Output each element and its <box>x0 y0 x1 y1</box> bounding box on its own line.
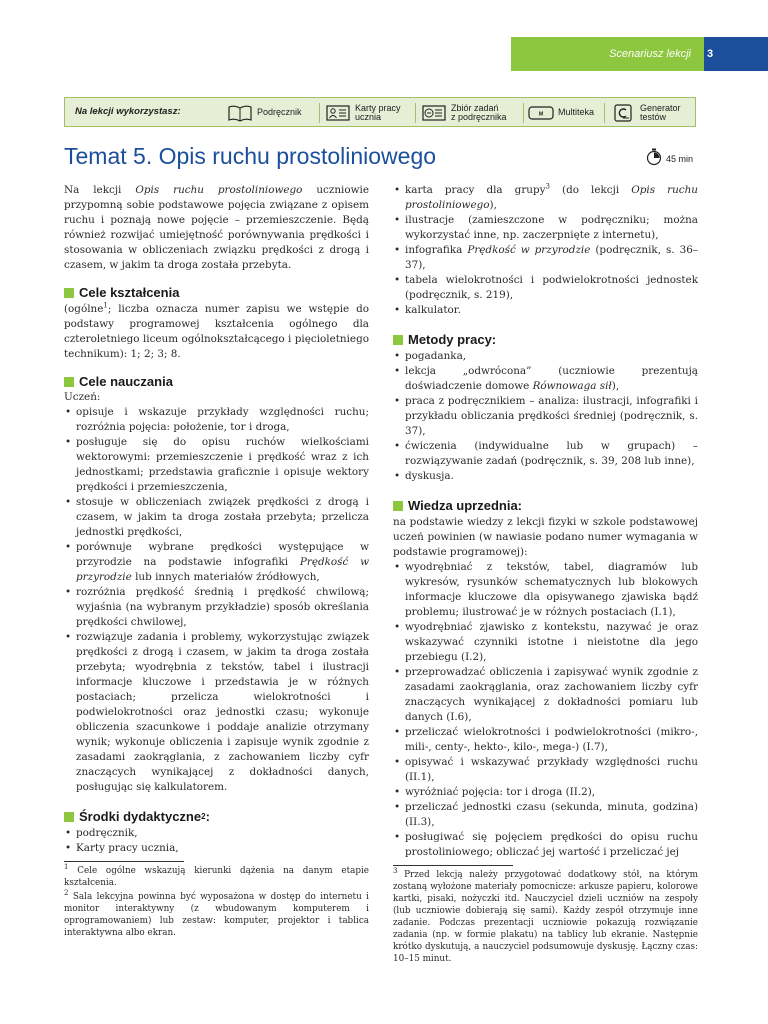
resource-label: Generator testów <box>640 102 681 122</box>
text-run: podręcznik, <box>76 827 138 839</box>
section-heading-metody-pracy <box>393 332 698 347</box>
teaching-lead: Uczeń: <box>64 391 101 403</box>
list-item <box>393 665 698 725</box>
footnote-2 <box>64 891 369 939</box>
text-run: kalkulator. <box>405 304 461 316</box>
heading-text: Cele nauczania <box>79 374 173 389</box>
resource-generator[interactable] <box>610 101 681 125</box>
text-run: praca z podręcznikiem – analiza: ilustracji, infografiki i przykładu obliczania prędkości średniej (podręcznik, s. 37), <box>405 395 698 437</box>
book-icon <box>227 103 253 123</box>
section-heading-wiedza-uprzednia <box>393 498 698 513</box>
text-run: rozwiązuje zadania i problemy, wykorzystując związek prędkości z drogą i czasem, w jakim ta droga została przebyta; wyodrębnia z tekstów, tabel i ilustracji informacje kluczowe i przedstawia je w różnych postaciach; przelicza wielokrotności i podwielokrotności oraz jednostki czasu; wykonuje obliczenia szacunkowe i poddaje analizie otrzymany wynik; wykonuje obliczenia i zapisuje wynik zgodnie z zasadami zaokrąglania, z zachowaniem liczby cyfr znaczących wynikającej z dokładności danych, posługując się kalkulatorem. <box>76 631 369 793</box>
text-run: przeliczać wielokrotności i podwielokrotności (mikro-, mili-, centy-, hekto-, kilo-, mega-) (I.7), <box>405 726 698 753</box>
footnote-ref: 3 <box>545 182 550 191</box>
prior-knowledge-list <box>393 560 698 860</box>
text-run: posługiwać się pojęciem prędkości do opisu ruchu prostoliniowego; obliczać jej wartość i przeliczać jej <box>405 831 698 858</box>
text-run: (do lekcji <box>549 184 632 196</box>
resources-lead: Na lekcji wykorzystasz: <box>75 106 181 117</box>
divider <box>604 103 605 123</box>
svg-text:M: M <box>538 111 544 118</box>
footnote-number: 1 <box>64 863 69 872</box>
heading-text: Cele kształcenia <box>79 285 180 300</box>
right-column <box>393 183 698 965</box>
italic-text: Opis ruchu prostoliniowego <box>405 184 698 211</box>
text-run: wyodrębniać z tekstów, tabel, diagramów lub wykresów, rysunków schematycznych lub blokowych informacje kluczowe dla opisywanego zjawiska bądź problemu; ilustrować je w różnych postaciach (I.1), <box>405 561 698 618</box>
text-run: lekcja „odwrócona” (uczniowie prezentują doświadczenie domowe <box>405 365 698 392</box>
list-item <box>393 560 698 620</box>
text-run: przeliczać jednostki czasu (sekunda, minuta, godzina) (II.3), <box>405 801 698 828</box>
list-item <box>393 439 698 469</box>
text-run: opisuje i wskazuje przykłady względności ruchu; rozróżnia pojęcia: położenie, tor i droga, <box>76 406 369 433</box>
square-bullet-icon <box>64 288 74 298</box>
means-list-continued <box>393 183 698 318</box>
text-run: uczniowie przypomną sobie podstawowe pojęcia związane z opisem ruchu i poznają nowe pojęcie – przemieszczenie. Będą również rozwijać umiejętność porównywania prędkości i stosowania w obliczeniach związku prędkości z drogą i czasem, w jakim ta droga została przebyta. <box>64 184 369 271</box>
duration <box>646 148 693 170</box>
list-item <box>64 630 369 795</box>
divider <box>415 103 416 123</box>
list-item <box>64 405 369 435</box>
prior-text: na podstawie wiedzy z lekcji fizyki w szkole podstawowej uczeń powinien (w nawiasie podano numer wymagania w podstawie programowej): <box>393 516 698 558</box>
header-title: Scenariusz lekcji <box>609 48 691 60</box>
text-run: ), <box>611 380 620 392</box>
square-bullet-icon <box>64 377 74 387</box>
multiteka-icon <box>528 103 554 123</box>
list-item <box>64 841 369 856</box>
resource-label: Karty pracy ucznia <box>355 102 401 122</box>
square-bullet-icon <box>64 812 74 822</box>
page-number: 3 <box>706 48 714 60</box>
text-run: stosuje w obliczeniach związek prędkości z drogą i czasem, w jakim ta droga została przebyta; przelicza jednostki prędkości, <box>76 496 369 538</box>
section-heading-cele-ksztalcenia <box>64 285 369 300</box>
list-item <box>393 364 698 394</box>
divider <box>523 103 524 123</box>
italic-text: Opis ruchu prostoliniowego <box>135 184 303 196</box>
italic-text: Prędkość w przyrodzie <box>467 244 591 256</box>
text-run: ilustracje (zamieszczone w podręczniku; można wykorzystać inne, np. zaczerpnięte z internetu), <box>405 214 698 241</box>
text-run: tabela wielokrotności i podwielokrotności jednostek (podręcznik, s. 219), <box>405 274 698 301</box>
resource-label: Podręcznik <box>257 107 302 118</box>
divider <box>319 103 320 123</box>
text-run: ), <box>489 199 497 211</box>
page-title: Temat 5. Opis ruchu prostoliniowego <box>64 143 437 169</box>
text-run: ; liczba oznacza numer zapisu we wstępie do podstawy programowej kształcenia ogólnego dla czteroletniego liceum ogólnokształcącego i pięcioletniego technikum): 1; 2; 3; 8. <box>64 303 369 360</box>
list-item <box>393 800 698 830</box>
resource-label: Multiteka <box>558 107 595 118</box>
heading-text: Metody pracy: <box>408 332 497 347</box>
list-item <box>393 830 698 860</box>
footnotes <box>64 865 369 939</box>
text-run: rozróżnia prędkość średnią i prędkość chwilową; wyjaśnia (na wybranym przykładzie) sposób określania prędkości chwilowej, <box>76 586 369 628</box>
text-run: porównuje wybrane prędkości występujące w przyrodzie na podstawie infografiki <box>76 541 369 568</box>
text-run: dyskusja. <box>405 470 454 482</box>
section-heading-cele-nauczania <box>64 374 369 389</box>
goals-text <box>64 302 369 362</box>
heading-text: Wiedza uprzednia: <box>408 498 523 513</box>
generator-icon <box>610 103 636 123</box>
text-run: wyróżniać pojęcia: tor i droga (II.2), <box>405 786 596 798</box>
intro-paragraph <box>64 183 369 273</box>
square-bullet-icon <box>393 501 403 511</box>
duration-text: 45 min <box>666 154 694 164</box>
heading-colon: : <box>205 809 210 824</box>
methods-list <box>393 349 698 484</box>
list-item <box>64 495 369 540</box>
text-run: Na lekcji <box>64 184 136 196</box>
resource-multiteka[interactable] <box>528 101 594 125</box>
task-book-icon <box>421 103 447 123</box>
stopwatch-icon <box>646 148 662 170</box>
text-run: karta pracy dla grupy <box>405 184 546 196</box>
list-item <box>64 826 369 841</box>
list-item <box>393 349 698 364</box>
list-item <box>64 585 369 630</box>
text-run: infografika <box>405 244 468 256</box>
footnote-number: 3 <box>393 867 398 876</box>
text-run: posługuje się do opisu ruchów wielkościami wektorowymi: przemieszczenie i prędkość wraz z ich jednostkami; przedstawia graficznie i opisuje wektory prędkości i przemieszczenia, <box>76 436 369 493</box>
list-item <box>393 755 698 785</box>
text-run: przeprowadzać obliczenia i zapisywać wynik zgodnie z zasadami zaokrąglania, oraz zachowaniem liczby cyfr znaczących wynikającej z dokładności pomiaru lub danych (I.6), <box>405 666 698 723</box>
text-run: (ogólne <box>64 303 104 315</box>
footnote-3 <box>393 869 698 965</box>
footnote-text: Cele ogólne wskazują kierunki dążenia na danym etapie kształcenia. <box>64 866 370 888</box>
means-list <box>64 826 369 856</box>
list-item <box>64 435 369 495</box>
list-item <box>393 469 698 484</box>
worksheet-icon <box>325 103 351 123</box>
footnote-text: Sala lekcyjna powinna być wyposażona w dostęp do internetu i monitor interaktywny (z wbudowanym komputerem i oprogramowaniem) lub zestaw: komputer, projektor i tablica interaktywna albo ekran. <box>64 892 369 938</box>
text-run: lub innych materiałów źródłowych, <box>131 571 320 583</box>
italic-text: Prędkość w przyrodzie <box>76 556 369 583</box>
text-run: Karty pracy ucznia, <box>76 842 179 854</box>
resource-podrecznik[interactable] <box>227 101 302 125</box>
resource-label: Zbiór zadań z podręcznika <box>451 102 507 122</box>
list-item <box>393 213 698 243</box>
list-item <box>393 183 698 213</box>
resource-zbior-zadan[interactable] <box>421 101 507 125</box>
list-item <box>393 243 698 273</box>
resources-bar <box>64 97 696 127</box>
list-item <box>393 725 698 755</box>
list-item <box>393 620 698 665</box>
footnote-ref: 1 <box>103 301 108 310</box>
left-column <box>64 183 369 939</box>
section-heading-srodki-dydaktyczne: Środki dydaktyczne 2 : <box>64 809 369 824</box>
list-item <box>393 273 698 303</box>
list-item <box>393 785 698 800</box>
resource-karty-pracy[interactable] <box>325 101 401 125</box>
teaching-goals-list <box>64 405 369 795</box>
square-bullet-icon <box>393 335 403 345</box>
footnote-rule <box>393 865 513 866</box>
footnote-rule <box>64 861 184 862</box>
text-run: pogadanka, <box>405 350 467 362</box>
text-run: ćwiczenia (indywidualne lub w grupach) – rozwiązywanie zadań (podręcznik, s. 39, 208 lub inne), <box>405 440 698 467</box>
italic-text: Równowaga sił <box>532 380 612 392</box>
footnote-number: 2 <box>64 889 69 898</box>
text-run: wyodrębniać zjawisko z kontekstu, nazywać je oraz wskazywać czynniki istotne i nieistotne dla jego przebiegu (I.2), <box>405 621 698 663</box>
list-item <box>393 303 698 318</box>
footnote-1 <box>64 865 369 889</box>
heading-text: Środki dydaktyczne <box>79 809 202 824</box>
text-run: (podręcznik, s. 36–37), <box>405 244 698 271</box>
text-run: opisywać i wskazywać przykłady względności ruchu (II.1), <box>405 756 698 783</box>
footnote-text: Przed lekcją należy przygotować dodatkowy stół, na którym zostaną wyłożone materiały pomocnicze: arkusze papieru, kolorowe kartki, pisaki, nożyczki itd. Nauczyciel dzieli uczniów na zespoły (lub uczniowie dobierają się sami). Każdy zespół otrzymuje inne zadanie. Podczas prezentacji uczniowie pokazują rozwiązanie zadania (np. w formie plakatu) na tablicy lub ekranie. Następnie krótko dyskutują, a nauczyciel podsumowuje dyskusję. Łączny czas: 10–15 minut. <box>393 870 699 964</box>
list-item <box>393 394 698 439</box>
list-item <box>64 540 369 585</box>
